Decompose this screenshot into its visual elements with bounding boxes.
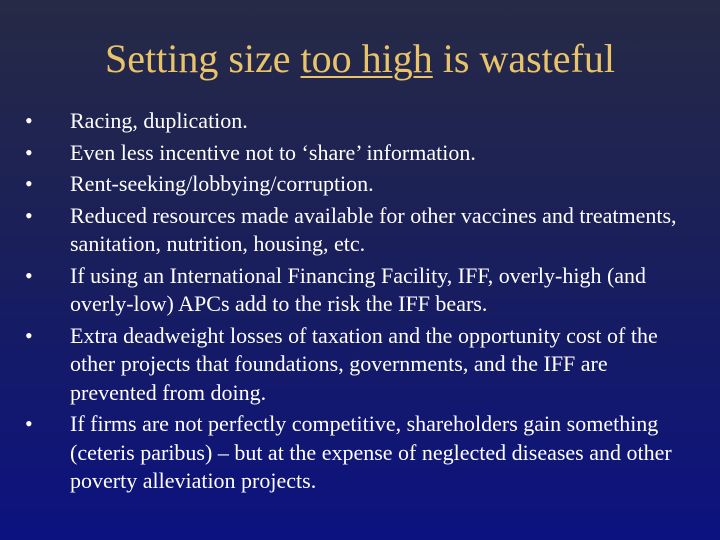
bullet-text: Rent-seeking/lobbying/corruption.: [70, 171, 374, 196]
bullet-item: [25, 107, 695, 136]
bullet-list: [25, 107, 695, 499]
title-text-end: is wasteful: [432, 36, 615, 81]
bullet-icon: •: [25, 108, 33, 133]
bullet-item: [25, 262, 695, 319]
bullet-text: Extra deadweight losses of taxation and the opportunity cost of the other projects that foundations, governments, and the IFF are prevented from doing.: [70, 322, 658, 405]
bullet-icon: •: [25, 322, 33, 348]
bullet-icon: •: [25, 202, 33, 228]
title-text-start: Setting size: [105, 36, 301, 81]
bullet-item: [25, 202, 695, 259]
bullet-text: Even less incentive not to ‘share’ information.: [70, 139, 476, 165]
bullet-icon: •: [25, 262, 33, 288]
bullet-text: Reduced resources made available for other vaccines and treatments, sanitation, nutrition, housing, etc.: [70, 202, 677, 256]
bullet-text: If using an International Financing Facility, IFF, overly-high (and overly-low) APCs add to the risk the IFF bears.: [70, 262, 647, 316]
bullet-item: [25, 410, 695, 496]
slide-title: [0, 34, 720, 84]
bullet-item: [25, 322, 695, 408]
bullet-icon: •: [25, 171, 33, 196]
bullet-icon: •: [25, 139, 33, 165]
bullet-item: [25, 170, 695, 199]
bullet-text: Racing, duplication.: [70, 108, 248, 133]
bullet-text: If firms are not perfectly competitive, shareholders gain something (ceteris paribus) – but at the expense of neglected diseases and other poverty alleviation projects.: [70, 411, 672, 493]
bullet-icon: •: [25, 411, 33, 436]
title-underlined-text: too high: [300, 36, 433, 81]
bullet-item: [25, 139, 695, 168]
